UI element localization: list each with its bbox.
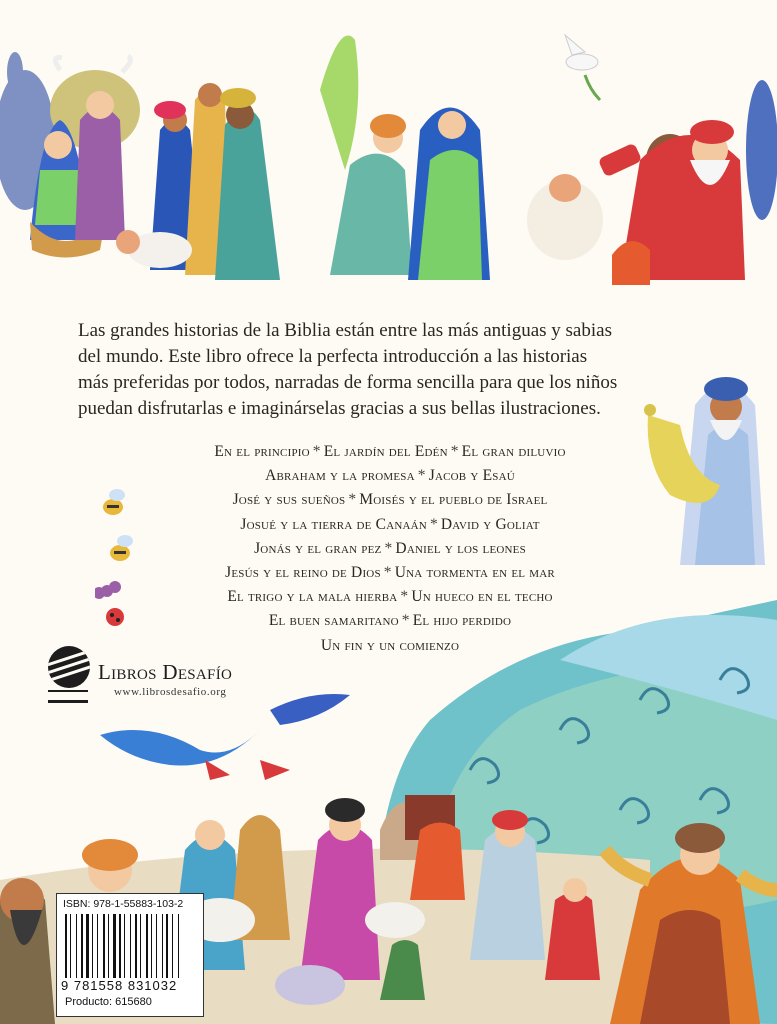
story-list-row bbox=[160, 513, 620, 537]
story-title: Una tormenta en el mar bbox=[394, 564, 555, 582]
story-separator: * bbox=[384, 539, 393, 557]
story-list-row bbox=[160, 440, 620, 464]
story-title: Moisés y el pueblo de Israel bbox=[359, 491, 548, 509]
story-title: Un hueco en el techo bbox=[411, 588, 553, 606]
story-title: El buen samaritano bbox=[268, 612, 399, 630]
story-list-row bbox=[160, 537, 620, 561]
intro-line-1: Las grandes historias de la Biblia están entre las más antiguas y sabias bbox=[78, 320, 612, 341]
story-title: El gran diluvio bbox=[461, 443, 566, 460]
story-title: El hijo perdido bbox=[412, 612, 512, 630]
story-list-row bbox=[160, 488, 620, 512]
product-code: Producto: 615680 bbox=[65, 996, 152, 1008]
story-separator: * bbox=[312, 443, 321, 460]
intro-line-2: del mundo. Este libro ofrece la perfecta introducción a las historias bbox=[78, 346, 588, 367]
illustration-scene-top bbox=[0, 0, 777, 290]
story-separator: * bbox=[400, 588, 409, 606]
publisher-name: Libros Desafío bbox=[98, 660, 233, 684]
story-separator: * bbox=[401, 612, 410, 630]
story-title: Josué y la tierra de Canaán bbox=[240, 515, 427, 533]
isbn-text: ISBN: 978-1-55883-103-2 bbox=[63, 898, 184, 910]
story-separator: * bbox=[348, 491, 357, 509]
barcode-digits: 9 781558 831032 bbox=[61, 978, 178, 993]
story-title: El trigo y la mala hierba bbox=[227, 588, 398, 606]
barcode-label bbox=[56, 893, 204, 1017]
barcode-bars bbox=[65, 914, 197, 978]
story-title: El jardín del Edén bbox=[323, 443, 448, 460]
intro-line-4: puedan disfrutarlas e imaginárselas gracias a sus bellas ilustraciones. bbox=[78, 398, 601, 419]
bee-icon bbox=[110, 535, 133, 561]
story-list-row bbox=[160, 464, 620, 488]
story-title: Abraham y la promesa bbox=[265, 467, 415, 485]
story-title: Jesús y el reino de Dios bbox=[225, 564, 381, 582]
story-separator: * bbox=[417, 467, 426, 485]
publisher-url: www.librosdesafio.org bbox=[114, 686, 227, 698]
story-separator: * bbox=[429, 515, 438, 533]
story-title: Daniel y los leones bbox=[395, 539, 526, 557]
story-title: En el principio bbox=[214, 443, 310, 460]
story-list-row bbox=[160, 561, 620, 585]
story-title: José y sus sueños bbox=[232, 491, 346, 509]
story-title: David y Goliat bbox=[440, 515, 540, 533]
story-separator: * bbox=[450, 443, 459, 460]
nativity-illustration bbox=[0, 0, 777, 290]
story-title: Un fin y un comienzo bbox=[320, 636, 460, 654]
intro-line-3: más preferidas por todos, narradas de forma sencilla para que los niños bbox=[78, 372, 618, 393]
story-title: Jacob y Esaú bbox=[428, 467, 515, 485]
bee-icon bbox=[103, 489, 125, 515]
intro-paragraph bbox=[78, 318, 668, 422]
story-separator: * bbox=[383, 564, 392, 582]
story-title: Jonás y el gran pez bbox=[254, 539, 382, 557]
caterpillar-icon bbox=[95, 581, 121, 599]
